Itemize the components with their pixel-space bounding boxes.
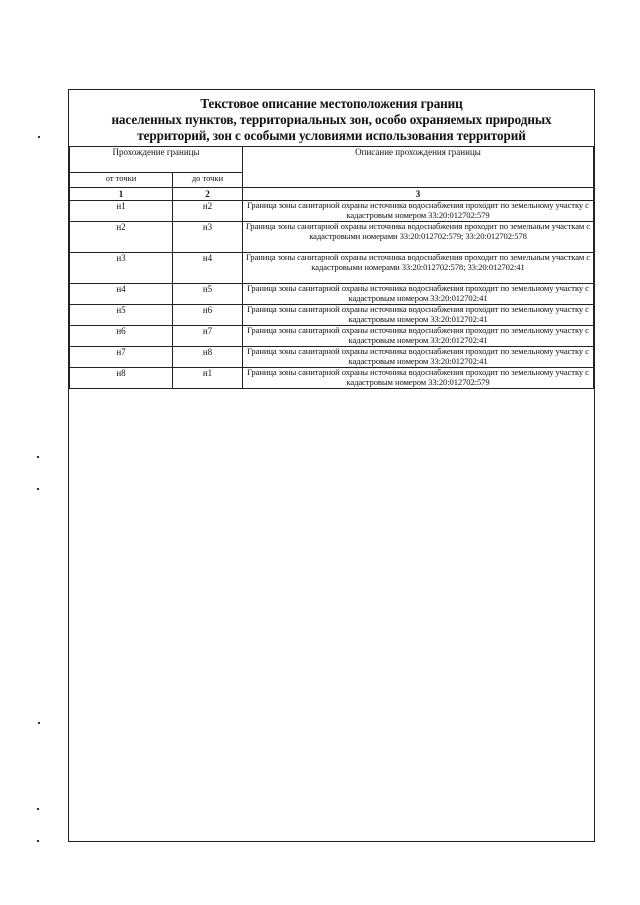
- to-point-cell: н7: [173, 326, 243, 347]
- header-boundary-passage: Прохождение границы: [70, 147, 243, 173]
- table-row: [70, 368, 594, 389]
- table-row: [70, 326, 594, 347]
- from-point-cell: н5: [70, 305, 173, 326]
- scan-speck: [38, 722, 40, 724]
- to-point-cell: н1: [173, 368, 243, 389]
- table-row: [70, 253, 594, 284]
- table-row: [70, 347, 594, 368]
- header-from-point: от точки: [70, 173, 173, 188]
- header-to-point: до точки: [173, 173, 243, 188]
- from-point-cell: н4: [70, 284, 173, 305]
- to-point-cell: н5: [173, 284, 243, 305]
- from-point-cell: н2: [70, 222, 173, 253]
- column-number-3: 3: [243, 188, 594, 201]
- title-line-2: населенных пунктов, территориальных зон, особо охраняемых природных: [111, 112, 552, 127]
- scan-speck: [37, 488, 39, 490]
- description-cell: Граница зоны санитарной охраны источника водоснабжения проходит по земельному участку с кадастровым номером 33:20:012702:579: [243, 201, 594, 222]
- from-point-cell: н6: [70, 326, 173, 347]
- scan-speck: [38, 136, 40, 138]
- table-row: [70, 201, 594, 222]
- scan-speck: [37, 808, 39, 810]
- from-point-cell: н8: [70, 368, 173, 389]
- header-description: Описание прохождения границы: [243, 147, 594, 188]
- description-cell: Граница зоны санитарной охраны источника водоснабжения проходит по земельному участку с кадастровым номером 33:20:012702:41: [243, 326, 594, 347]
- title-line-1: Текстовое описание местоположения границ: [200, 96, 463, 111]
- description-cell: Граница зоны санитарной охраны источника водоснабжения проходит по земельным участкам с кадастровыми номерами 33:20:012702:578; 33:20:012702:41: [243, 253, 594, 284]
- from-point-cell: н7: [70, 347, 173, 368]
- to-point-cell: н3: [173, 222, 243, 253]
- column-number-2: 2: [173, 188, 243, 201]
- to-point-cell: н4: [173, 253, 243, 284]
- scan-speck: [37, 840, 39, 842]
- column-number-1: 1: [70, 188, 173, 201]
- from-point-cell: н3: [70, 253, 173, 284]
- description-cell: Граница зоны санитарной охраны источника водоснабжения проходит по земельному участку с кадастровым номером 33:20:012702:41: [243, 347, 594, 368]
- description-cell: Граница зоны санитарной охраны источника водоснабжения проходит по земельному участку с кадастровым номером 33:20:012702:579: [243, 368, 594, 389]
- to-point-cell: н6: [173, 305, 243, 326]
- from-point-cell: н1: [70, 201, 173, 222]
- scan-speck: [37, 456, 39, 458]
- description-cell: Граница зоны санитарной охраны источника водоснабжения проходит по земельному участку с кадастровым номером 33:20:012702:41: [243, 305, 594, 326]
- to-point-cell: н8: [173, 347, 243, 368]
- description-cell: Граница зоны санитарной охраны источника водоснабжения проходит по земельному участку с кадастровым номером 33:20:012702:41: [243, 284, 594, 305]
- boundary-table: [69, 146, 594, 389]
- title-line-3: территорий, зон с особыми условиями использования территорий: [137, 128, 526, 143]
- document-frame: [68, 89, 595, 842]
- table-row: [70, 305, 594, 326]
- to-point-cell: н2: [173, 201, 243, 222]
- description-cell: Граница зоны санитарной охраны источника водоснабжения проходит по земельным участкам с кадастровыми номерами 33:20:012702:579; 33:20:012702:578: [243, 222, 594, 253]
- document-title: [69, 96, 594, 144]
- table-row: [70, 222, 594, 253]
- table-row: [70, 284, 594, 305]
